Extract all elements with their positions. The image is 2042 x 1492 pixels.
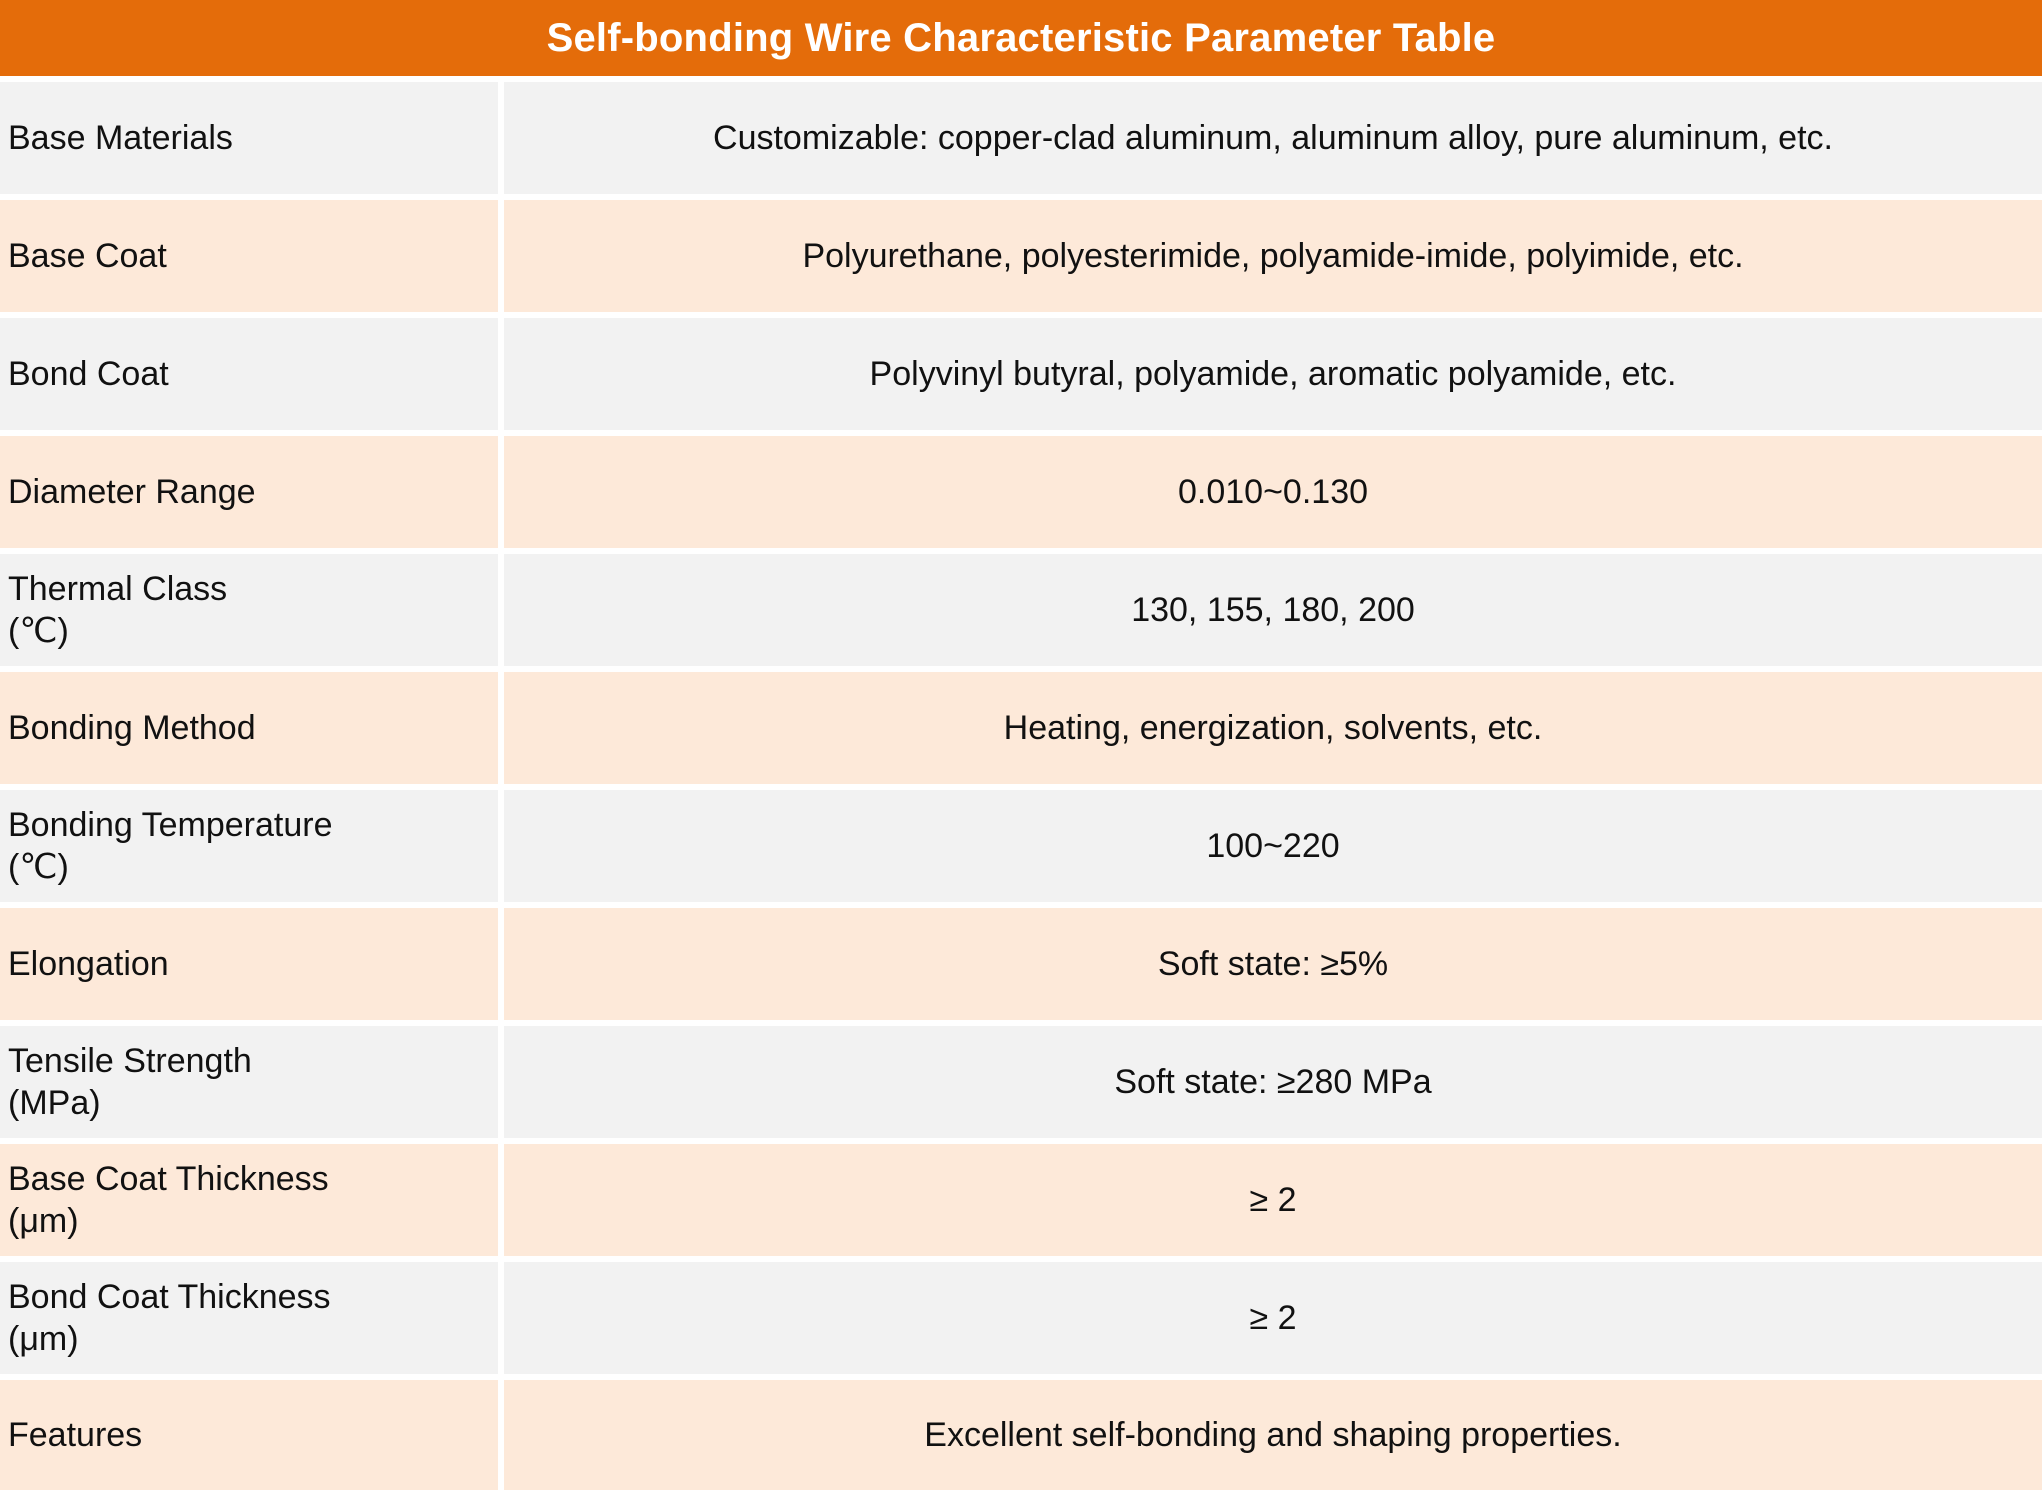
row-value: Heating, energization, solvents, etc.	[504, 672, 2042, 784]
row-label: Elongation	[0, 908, 498, 1020]
row-value: ≥ 2	[504, 1144, 2042, 1256]
row-value: 100~220	[504, 790, 2042, 902]
row-value: 130, 155, 180, 200	[504, 554, 2042, 666]
table-row	[0, 200, 2042, 312]
row-label: Bond Coat Thickness (μm)	[0, 1262, 498, 1374]
row-value: Customizable: copper-clad aluminum, aluminum alloy, pure aluminum, etc.	[504, 82, 2042, 194]
row-label: Base Coat	[0, 200, 498, 312]
row-value: Polyvinyl butyral, polyamide, aromatic polyamide, etc.	[504, 318, 2042, 430]
table-body	[0, 82, 2042, 1490]
row-label: Base Materials	[0, 82, 498, 194]
row-label: Tensile Strength (MPa)	[0, 1026, 498, 1138]
row-value: 0.010~0.130	[504, 436, 2042, 548]
row-value: Soft state: ≥5%	[504, 908, 2042, 1020]
table-row	[0, 554, 2042, 666]
table-row	[0, 1262, 2042, 1374]
row-value: Excellent self-bonding and shaping properties.	[504, 1380, 2042, 1490]
row-label: Bonding Method	[0, 672, 498, 784]
row-label: Bonding Temperature (℃)	[0, 790, 498, 902]
table-title: Self-bonding Wire Characteristic Parameter Table	[0, 0, 2042, 76]
row-label: Features	[0, 1380, 498, 1490]
table-row	[0, 1144, 2042, 1256]
table-row	[0, 436, 2042, 548]
table-row	[0, 672, 2042, 784]
row-value: Polyurethane, polyesterimide, polyamide-imide, polyimide, etc.	[504, 200, 2042, 312]
row-label: Bond Coat	[0, 318, 498, 430]
row-value: Soft state: ≥280 MPa	[504, 1026, 2042, 1138]
table-row	[0, 790, 2042, 902]
table-row	[0, 82, 2042, 194]
row-value: ≥ 2	[504, 1262, 2042, 1374]
row-label: Base Coat Thickness (μm)	[0, 1144, 498, 1256]
table-row	[0, 1026, 2042, 1138]
table-row	[0, 1380, 2042, 1490]
table-row	[0, 908, 2042, 1020]
row-label: Diameter Range	[0, 436, 498, 548]
row-label: Thermal Class (℃)	[0, 554, 498, 666]
table-row	[0, 318, 2042, 430]
